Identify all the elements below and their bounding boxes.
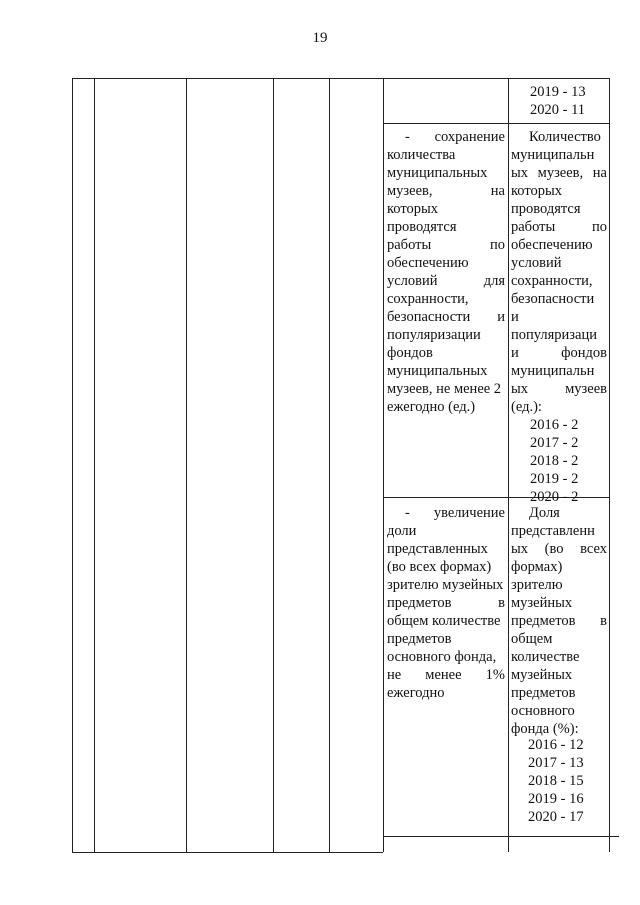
indicator-word: и: [511, 345, 519, 361]
row1-indicator-cell: [511, 128, 607, 416]
indicator-line: обеспечению: [511, 237, 593, 253]
col-line-5: [329, 78, 330, 852]
task-word: не: [387, 667, 402, 683]
value-line: 2018 - 15: [528, 773, 584, 789]
task-word: по: [489, 237, 505, 253]
indicator-word: в: [600, 613, 607, 629]
row2-task-cell: [387, 504, 505, 702]
task-line: муниципальных: [387, 165, 488, 181]
indicator-word: ых: [511, 541, 528, 557]
task-word: увеличение: [433, 505, 505, 521]
row2-indicator-cell: [511, 504, 607, 738]
indicator-line: предметов: [511, 685, 576, 701]
task-line: которых: [387, 201, 439, 217]
task-dash: -: [405, 129, 410, 145]
indicator-line: музейных: [511, 595, 573, 611]
task-word: условий: [387, 273, 438, 289]
value-line: 2016 - 2: [530, 417, 579, 433]
row0-values: [530, 83, 586, 119]
value-line: 2019 - 2: [530, 471, 579, 487]
task-line: представленных: [387, 541, 488, 557]
indicator-word: работы: [511, 219, 556, 235]
indicator-word: всех: [580, 541, 607, 557]
indicator-line: музейных: [511, 667, 573, 683]
col-line-6: [383, 78, 384, 852]
task-word: на: [490, 183, 505, 199]
col-line-1: [72, 78, 73, 852]
indicator-line: безопасности: [511, 291, 595, 307]
task-line: количества: [387, 147, 456, 163]
indicator-line: представленн: [511, 523, 595, 539]
task-line: общем количестве: [387, 613, 501, 629]
indicator-line: общем: [511, 631, 553, 647]
task-word: менее: [425, 667, 462, 683]
task-line: обеспечению: [387, 255, 469, 271]
task-word: 1%: [485, 667, 505, 683]
value-line: 2018 - 2: [530, 453, 579, 469]
col-line-4: [273, 78, 274, 852]
task-word: в: [498, 595, 505, 611]
indicator-line: условий: [511, 255, 562, 271]
value-line: 2020 - 17: [528, 809, 584, 825]
indicator-line: популяризаци: [511, 327, 597, 343]
task-word: предметов: [387, 595, 452, 611]
indicator-word: ых: [511, 165, 528, 181]
value-line: 2019 - 13: [530, 84, 586, 100]
indicator-line: формах): [511, 559, 563, 575]
task-word: и: [497, 309, 505, 325]
indicator-line: (ед.):: [511, 399, 542, 415]
page-number: 19: [312, 30, 328, 46]
indicator-line: муниципальн: [511, 147, 595, 163]
row1-values: [530, 416, 578, 506]
task-word: работы: [387, 237, 432, 253]
task-word: для: [483, 273, 505, 289]
task-dash: -: [405, 505, 410, 521]
value-line: 2020 - 2: [530, 489, 579, 505]
indicator-word: на: [592, 165, 607, 181]
indicator-word: музеев,: [537, 165, 584, 181]
task-line: муниципальных: [387, 363, 488, 379]
col-line-2: [94, 78, 95, 852]
indicator-line: и: [511, 309, 519, 325]
col-line-8: [609, 78, 610, 852]
value-line: 2017 - 13: [528, 755, 584, 771]
indicator-line: количестве: [511, 649, 580, 665]
task-line: ежегодно: [387, 685, 445, 701]
indicator-word: музеев: [565, 381, 607, 397]
task-line: предметов: [387, 631, 452, 647]
indicator-line: которых: [511, 183, 563, 199]
indicator-line: зрителю: [511, 577, 563, 593]
task-line: ежегодно (ед.): [387, 399, 476, 415]
indicator-word: (во: [544, 541, 564, 557]
value-line: 2016 - 12: [528, 737, 584, 753]
row-divider-1: [383, 123, 609, 124]
value-line: 2017 - 2: [530, 435, 579, 451]
task-line: фондов: [387, 345, 433, 361]
value-line: 2020 - 11: [530, 102, 586, 118]
table-top-border: [72, 78, 609, 79]
task-line: музеев, не менее 2: [387, 381, 502, 397]
indicator-line: проводятся: [511, 201, 581, 217]
indicator-line: Доля: [529, 505, 560, 521]
indicator-line: фонда (%):: [511, 721, 579, 737]
task-line: зрителю музейных: [387, 577, 504, 593]
row-divider-3: [383, 836, 619, 837]
indicator-word: по: [591, 219, 607, 235]
row2-values: [528, 736, 584, 826]
col-line-3: [186, 78, 187, 852]
indicator-line: Количество: [529, 129, 601, 145]
indicator-word: предметов: [511, 613, 576, 629]
value-line: 2019 - 16: [528, 791, 584, 807]
indicator-word: ых: [511, 381, 528, 397]
task-line: доли: [387, 523, 417, 539]
task-line: проводятся: [387, 219, 457, 235]
task-word: безопасности: [387, 309, 471, 325]
indicator-word: фондов: [561, 345, 607, 361]
col-line-7: [508, 78, 509, 852]
indicator-line: муниципальн: [511, 363, 595, 379]
task-line: сохранности,: [387, 291, 469, 307]
task-line: (во всех формах): [387, 559, 492, 575]
row1-task-cell: [387, 128, 505, 416]
indicator-line: сохранности,: [511, 273, 593, 289]
task-word: сохранение: [434, 129, 505, 145]
task-line: основного фонда,: [387, 649, 497, 665]
table-bottom-border: [72, 852, 383, 853]
task-word: музеев,: [387, 183, 433, 199]
indicator-line: основного: [511, 703, 575, 719]
task-line: популяризации: [387, 327, 481, 343]
